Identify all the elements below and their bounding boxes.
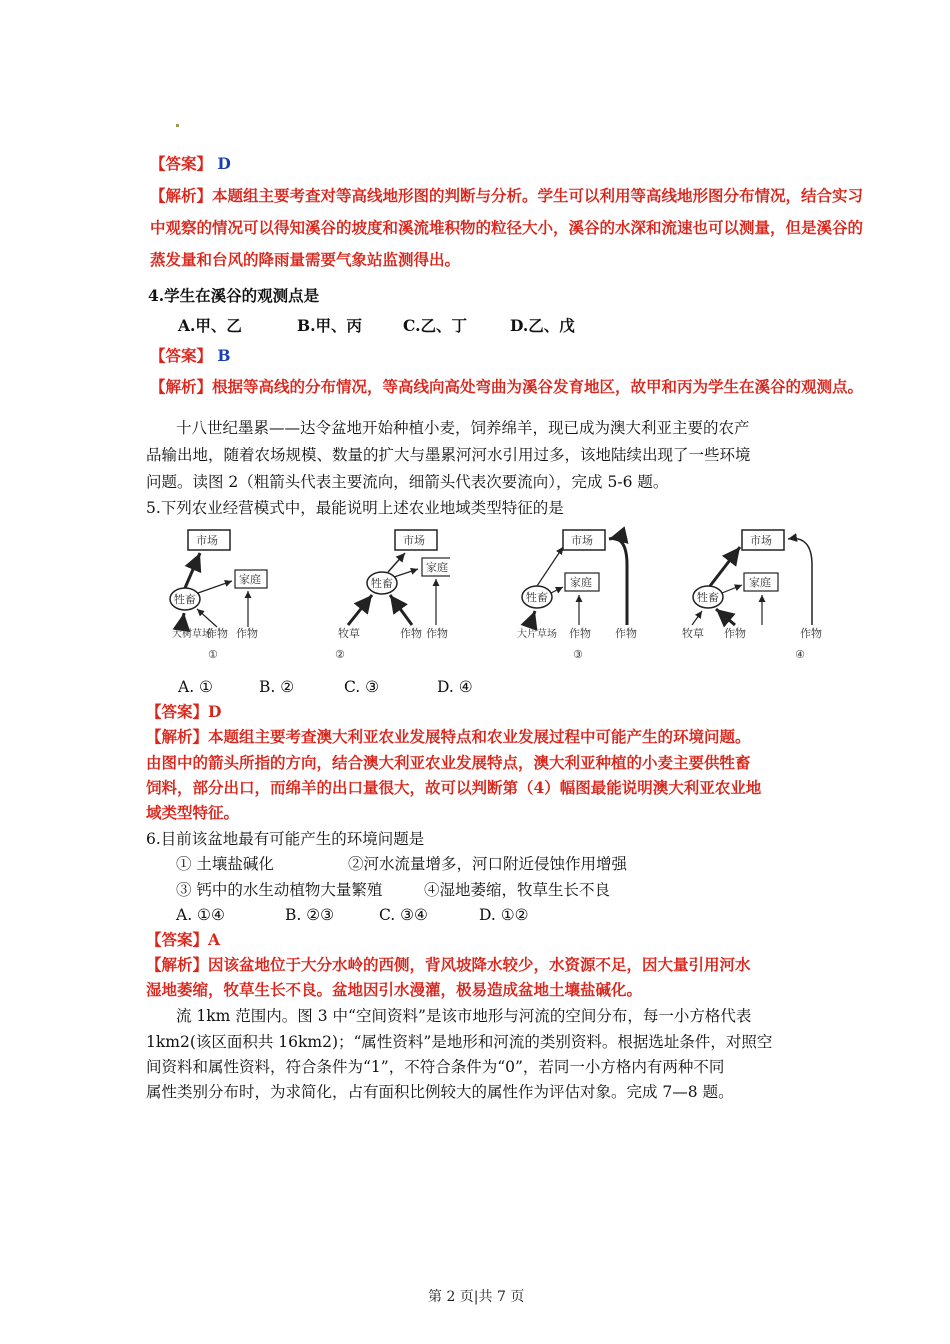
q4-option-c: C.乙、丁 [403,316,467,335]
answer-value: B [217,346,231,365]
answer-value: D [217,154,231,173]
answer-label: 【答案】 [146,702,209,721]
analysis-1-line-2: 中观察的情况可以得知溪谷的坡度和溪流堆积物的粒径大小，溪谷的水深和流速也可以测量，但是溪谷的 [150,218,864,237]
intro-line-2: 品输出地，随着农场规模、数量的扩大与墨累河河水引用过多，该地陆续出现了一些环境 [146,446,751,464]
market-label: 市场 [403,534,425,547]
analysis-5-line-1 [146,723,751,751]
page-footer: 第 2 页|共 7 页 [428,1289,525,1305]
market-label: 市场 [196,534,218,547]
q4-option-a: A.甲、乙 [178,316,242,335]
q6-item-2: ②河水流量增多，河口附近侵蚀作用增强 [348,855,628,873]
diagram-number: ② [335,648,345,661]
diagram-number: ① [208,648,218,661]
q6-option-c: C. ③④ [379,906,428,924]
q6-option-a: A. ①④ [176,906,225,924]
analysis-label: 【解析】 [150,377,213,396]
source-label: 作物 [236,627,258,640]
analysis-5-line-4: 域类型特征。 [146,803,240,822]
market-label: 市场 [571,534,593,547]
source-label: 作物 [569,627,591,640]
source-label: 作物 [724,627,746,640]
q4-stem: 4.学生在溪谷的观测点是 [148,286,320,305]
source-label: 大树草场 [172,629,212,640]
intro-line-1: 十八世纪墨累——达令盆地开始种植小麦，饲养绵羊，现已成为澳大利亚主要的农产 [176,419,750,437]
diagram-1 [160,525,270,665]
diagram-number: ③ [573,648,583,661]
analysis-label: 【解析】 [146,955,209,974]
q5-option-a: A. ① [178,678,213,696]
analysis-label: 【解析】 [146,727,209,746]
source-label: 牧草 [682,627,704,640]
q6-item-3: ③ 钙中的水生动植物大量繁殖 [176,881,383,899]
q5-option-b: B. ② [259,678,295,696]
intro2-line-2: 1km2(该区面积共 16km2)；“属性资料”是地形和河流的类别资料。根据选址条件，对照空 [146,1033,773,1051]
source-label: 牧草 [338,627,360,640]
answer-1 [150,150,231,178]
family-label: 家庭 [570,576,592,589]
answer-label: 【答案】 [150,346,213,365]
diagram-3 [515,525,655,665]
diagram-number: ④ [795,648,805,661]
answer-4 [150,342,231,370]
analysis-6-line-1 [146,951,751,979]
q5-option-d: D. ④ [437,678,473,696]
family-label: 家庭 [426,561,448,574]
family-label: 家庭 [239,573,261,586]
analysis-text: 本题组主要考查对等高线地形图的判断与分析。学生可以利用等高线地形图分布情况，结合实习 [212,186,864,205]
answer-value: D [208,702,222,721]
q5-option-c: C. ③ [344,678,380,696]
analysis-5-line-2: 由图中的箭头所指的方向，结合澳大利亚农业发展特点，澳大利亚种植的小麦主要供牲畜 [146,753,751,772]
diagram-4 [680,525,830,665]
answer-6 [146,926,220,954]
q5-stem: 5.下列农业经营模式中，最能说明上述农业地域类型特征的是 [146,499,564,517]
diagram-2 [330,525,450,665]
animal-label: 牲畜 [174,593,196,606]
source-label: 作物 [615,627,637,640]
q6-item-1: ① 土壤盐碱化 [176,855,274,873]
analysis-5-line-3: 饲料，部分出口，而绵羊的出口量很大，故可以判断第（4）幅图最能说明澳大利亚农业地 [146,778,762,797]
source-label: 作物 [426,627,448,640]
speck [176,124,179,127]
analysis-text: 根据等高线的分布情况，等高线向高处弯曲为溪谷发育地区，故甲和丙为学生在溪谷的观测点。 [212,377,864,396]
intro2-line-4: 属性类别分布时，为求简化，占有面积比例较大的属性作为评估对象。完成 7—8 题。 [146,1083,734,1101]
answer-label: 【答案】 [146,930,209,949]
market-label: 市场 [750,534,772,547]
animal-label: 牲畜 [371,577,393,590]
intro-line-3: 问题。读图 2（粗箭头代表主要流向，细箭头代表次要流向），完成 5-6 题。 [146,473,669,491]
source-label: 作物 [400,627,422,640]
q4-option-d: D.乙、戊 [510,316,575,335]
family-label: 家庭 [749,576,771,589]
q6-option-b: B. ②③ [285,906,335,924]
analysis-6-line-2: 湿地萎缩，牧草生长不良。盆地因引水漫灌，极易造成盆地土壤盐碱化。 [146,980,643,999]
answer-label: 【答案】 [150,154,213,173]
analysis-text: 本题组主要考查澳大利亚农业发展特点和农业发展过程中可能产生的环境问题。 [208,727,751,746]
analysis-text: 因该盆地位于大分水岭的西侧，背风坡降水较少，水资源不足，因大量引用河水 [208,955,751,974]
answer-5 [146,698,221,726]
source-label: 作物 [800,627,822,640]
animal-label: 牲畜 [697,591,719,604]
analysis-1-line-3: 蒸发量和台风的降雨量需要气象站监测得出。 [150,250,461,269]
analysis-1-line-1 [150,180,863,211]
intro2-line-1: 流 1km 范围内。图 3 中“空间资料”是该市地形与河流的空间分布，每一小方格代表 [176,1007,752,1025]
answer-value: A [208,930,221,949]
source-label: 大片草场 [517,629,557,640]
intro2-line-3: 间资料和属性资料，符合条件为“1”，不符合条件为“0”，若同一小方格内有两种不同 [146,1058,725,1076]
q4-option-b: B.甲、丙 [297,316,362,335]
q6-option-d: D. ①② [479,906,529,924]
q6-stem: 6.目前该盆地最有可能产生的环境问题是 [146,830,425,848]
q6-item-4: ④湿地萎缩，牧草生长不良 [424,881,611,899]
analysis-label: 【解析】 [150,186,213,205]
analysis-4 [150,371,863,402]
source-label: 作物 [206,627,228,640]
animal-label: 牲畜 [526,591,548,604]
